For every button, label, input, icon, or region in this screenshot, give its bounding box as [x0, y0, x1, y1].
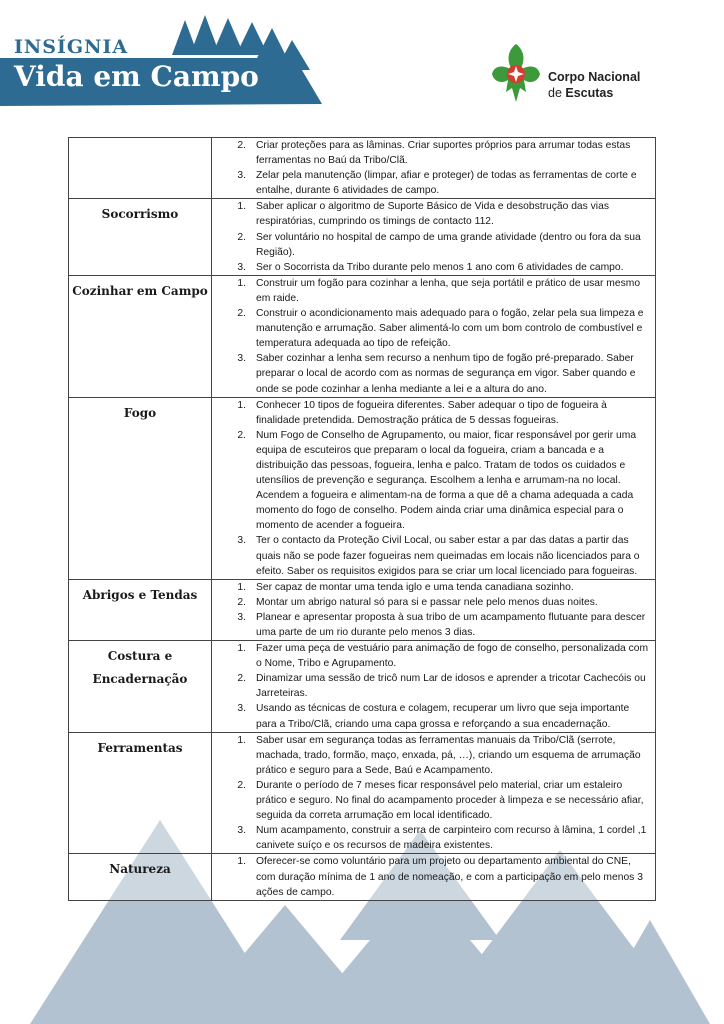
list-item: 2. Ser voluntário no hospital de campo de uma grande atividade (dentro ou fora da sua Região). — [237, 231, 641, 258]
category-cell: Costura e Encadernação — [69, 641, 212, 733]
items-cell — [212, 397, 656, 579]
list-item: 1. Construir um fogão para cozinhar a lenha, que seja portátil e prático de usar mesmo em raide. — [237, 277, 641, 304]
requirements-table — [68, 137, 656, 901]
requirement-list — [212, 854, 651, 899]
page-title: Vida em Campo — [14, 60, 259, 93]
page-header — [0, 0, 724, 120]
table-row — [69, 138, 656, 199]
table-row — [69, 397, 656, 579]
table-row — [69, 641, 656, 733]
list-item: 2. Montar um abrigo natural só para si e passar nele pelo menos duas noites. — [237, 596, 598, 608]
table-row — [69, 199, 656, 275]
items-cell — [212, 138, 656, 199]
requirement-list — [212, 641, 651, 732]
cne-fleur-de-lis-logo-icon — [488, 40, 546, 106]
list-item: 3. Planear e apresentar proposta à sua tribo de um acampamento flutuante para descer uma parte de um rio durante pelo menos 3 dias. — [237, 611, 646, 638]
list-item: 3. Usando as técnicas de costura e colagem, recuperar um livro que seja importante para a Tribo/Clã, criando uma capa grossa e reforçando a sua encadernação. — [237, 703, 630, 730]
insignia-label: INSÍGNIA — [14, 36, 129, 58]
list-item: 1. Oferecer-se como voluntário para um projeto ou departamento ambiental do CNE, com duração mínima de 1 ano de nomeação, e com a participação em pelo menos 3 ações de campo. — [237, 856, 643, 898]
list-item: 2. Durante o período de 7 meses ficar responsável pelo material, criar um estaleiro prático e seguro. No final do acampamento proceder à limpeza e se necessário afiar, seguida da correta arrumação em local identificado. — [237, 779, 644, 822]
list-item: 2. Criar proteções para as lâminas. Criar suportes próprios para arrumar todas estas ferramentas no Baú da Tribo/Clã. — [237, 140, 631, 167]
list-item: 1. Fazer uma peça de vestuário para animação de fogo de conselho, personalizada com o Nome, Tribo e Agrupamento. — [237, 643, 649, 670]
category-cell: Fogo — [69, 397, 212, 579]
category-cell: Cozinhar em Campo — [69, 275, 212, 397]
items-cell — [212, 641, 656, 733]
items-cell — [212, 579, 656, 640]
table-row — [69, 732, 656, 854]
list-item: 1. Conhecer 10 tipos de fogueira diferentes. Saber adequar o tipo de fogueira à finalidade pretendida. Demostração prática de 5 dessas fogueiras. — [237, 399, 607, 426]
table-row — [69, 579, 656, 640]
list-item: 3. Ser o Socorrista da Tribo durante pelo menos 1 ano com 6 atividades de campo. — [237, 261, 624, 273]
requirement-list — [212, 733, 651, 854]
list-item: 2. Dinamizar uma sessão de tricô num Lar de idosos e aprender a tricotar Cachecóis ou Jarreteiras. — [237, 673, 646, 700]
list-item: 1. Ser capaz de montar uma tenda iglo e uma tenda canadiana sozinho. — [237, 581, 574, 593]
category-cell: Ferramentas — [69, 732, 212, 854]
requirement-list — [212, 580, 651, 640]
items-cell — [212, 854, 656, 900]
table-row — [69, 854, 656, 900]
list-item: 3. Saber cozinhar a lenha sem recurso a nenhum tipo de fogão pré-preparado. Saber preparar o local de acordo com as normas de segurança em vigor. Saber quando e onde se pode cozinhar a lenha mediante a lei e a altura do ano. — [237, 353, 636, 395]
list-item: 3. Zelar pela manutenção (limpar, afiar e proteger) de todas as ferramentas de corte e entalhe, durante 6 atividades de campo. — [237, 170, 637, 197]
table-row — [69, 275, 656, 397]
requirement-list — [212, 138, 651, 198]
items-cell — [212, 199, 656, 275]
list-item: 1. Saber usar em segurança todas as ferramentas manuais da Tribo/Clã (serrote, machada, trado, formão, maço, enxada, pá, …), criando um esquema de arrumação prático e seguro para a Sede, Baú e Acampamento. — [237, 734, 641, 776]
list-item: 2. Construir o acondicionamento mais adequado para o fogão, zelar pela sua limpeza e manutenção e arrumação. Saber alimentá-lo com um bom controlo de combustível e temperatura adequada ao tipo de refeição. — [237, 308, 644, 350]
items-cell — [212, 275, 656, 397]
list-item: 2. Num Fogo de Conselho de Agrupamento, ou maior, ficar responsável por gerir uma equipa de escuteiros que preparam o local da fogueira, criam a bancada e a distribuição das pessoas, fogueira, lenha e palco. Tratam de todos os cuidados e utensílios de prevenção e segurança. Escolhem a lenha e arrumam-na no local. Acendem a fogueira e alimentam-na de forma a que dê a chama adequada a cada momento do fogo de conselho. Podem ainda criar uma dinâmica especial para o momento de acender a fogueira. — [237, 429, 637, 532]
items-cell — [212, 732, 656, 854]
category-cell: Socorrismo — [69, 199, 212, 275]
category-cell: Abrigos e Tendas — [69, 579, 212, 640]
org-name-line1: Corpo Nacional — [548, 70, 641, 84]
requirement-list — [212, 199, 651, 274]
list-item: 1. Saber aplicar o algoritmo de Suporte Básico de Vida e desobstrução das vias respiratórias, cumprindo os timings de contacto 112. — [237, 201, 609, 228]
requirement-list — [212, 276, 651, 397]
requirement-list — [212, 398, 651, 579]
category-cell: Natureza — [69, 854, 212, 900]
org-name-line2: de Escutas — [548, 86, 614, 100]
list-item: 3. Ter o contacto da Proteção Civil Local, ou saber estar a par das datas a partir das quais não se pode fazer fogueiras nem queimadas em locais não licenciados para o efeito. Saber os requisitos exigidos para se criar um local licenciado para fogueiras. — [237, 535, 640, 577]
category-cell — [69, 138, 212, 199]
list-item: 3. Num acampamento, construir a serra de carpinteiro com recurso à lâmina, 1 cordel ,1 canivete suíço e os recursos de madeira existentes. — [237, 825, 647, 852]
